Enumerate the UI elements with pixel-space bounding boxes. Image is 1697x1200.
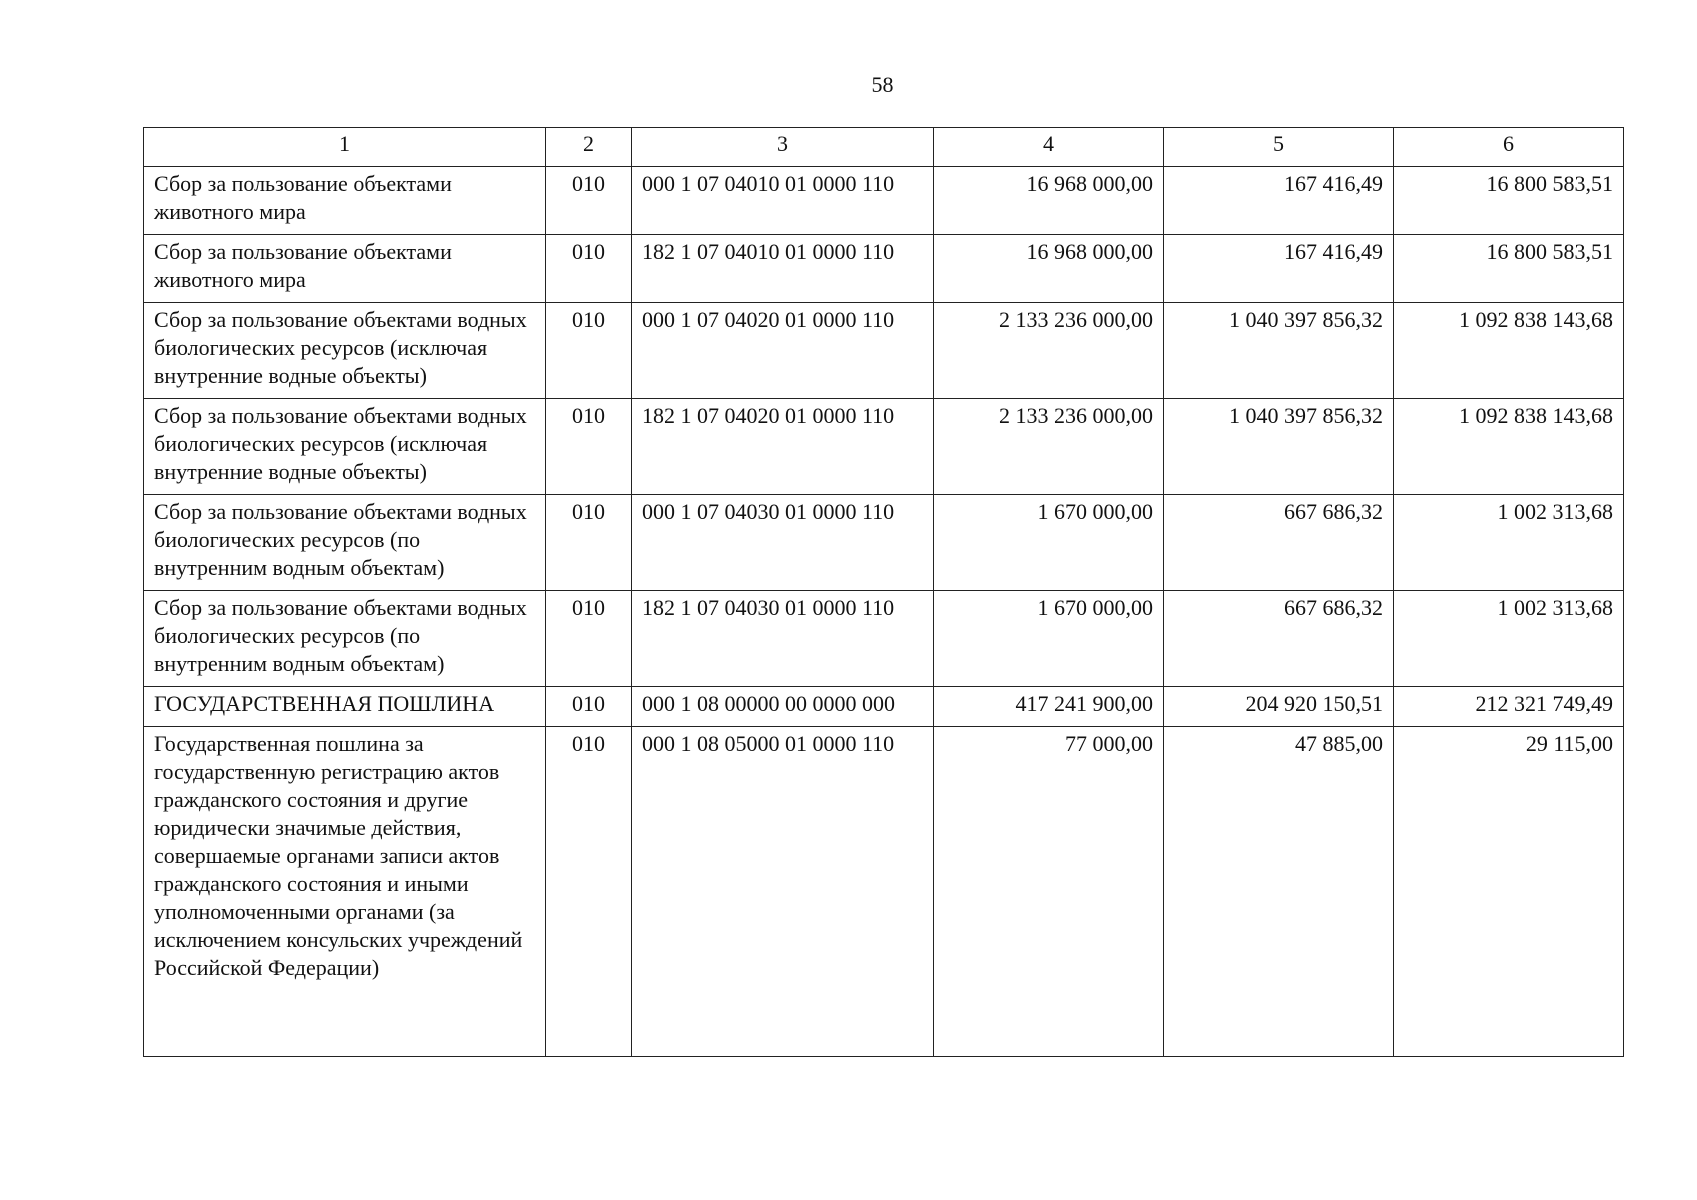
budget-code-cell: 000 1 07 04030 01 0000 110 xyxy=(632,495,934,591)
column-header-1: 1 xyxy=(144,128,546,167)
executed-amount-cell: 1 040 397 856,32 xyxy=(1164,399,1394,495)
budget-code-cell: 000 1 08 00000 00 0000 000 xyxy=(632,687,934,727)
table-row xyxy=(144,235,1624,303)
revenue-name-cell: Государственная пошлина за государственную регистрацию актов гражданского состояния и другие юридически значимые действия, совершаемые органами записи актов гражданского состояния и иными уполномоченными органами (за исключением консульских учреждений Российской Федерации) xyxy=(144,727,546,1057)
budget-code-cell: 182 1 07 04010 01 0000 110 xyxy=(632,235,934,303)
planned-amount-cell: 77 000,00 xyxy=(934,727,1164,1057)
budget-code-cell: 000 1 07 04020 01 0000 110 xyxy=(632,303,934,399)
budget-code-cell: 182 1 07 04030 01 0000 110 xyxy=(632,591,934,687)
budget-code-cell: 000 1 07 04010 01 0000 110 xyxy=(632,167,934,235)
planned-amount-cell: 16 968 000,00 xyxy=(934,235,1164,303)
column-header-4: 4 xyxy=(934,128,1164,167)
remaining-amount-cell: 29 115,00 xyxy=(1394,727,1624,1057)
revenue-name-cell: Сбор за пользование объектами животного мира xyxy=(144,167,546,235)
table-row xyxy=(144,399,1624,495)
table-row xyxy=(144,591,1624,687)
column-header-5: 5 xyxy=(1164,128,1394,167)
executed-amount-cell: 47 885,00 xyxy=(1164,727,1394,1057)
executed-amount-cell: 167 416,49 xyxy=(1164,235,1394,303)
executed-amount-cell: 667 686,32 xyxy=(1164,495,1394,591)
table-row xyxy=(144,495,1624,591)
executed-amount-cell: 204 920 150,51 xyxy=(1164,687,1394,727)
revenue-name-cell: Сбор за пользование объектами водных биологических ресурсов (исключая внутренние водные объекты) xyxy=(144,399,546,495)
planned-amount-cell: 417 241 900,00 xyxy=(934,687,1164,727)
budget-code-cell: 000 1 08 05000 01 0000 110 xyxy=(632,727,934,1057)
planned-amount-cell: 2 133 236 000,00 xyxy=(934,303,1164,399)
revenue-name-cell: Сбор за пользование объектами водных биологических ресурсов (исключая внутренние водные объекты) xyxy=(144,303,546,399)
line-code-cell: 010 xyxy=(546,167,632,235)
table-body xyxy=(144,167,1624,1057)
executed-amount-cell: 167 416,49 xyxy=(1164,167,1394,235)
column-header-2: 2 xyxy=(546,128,632,167)
remaining-amount-cell: 212 321 749,49 xyxy=(1394,687,1624,727)
budget-code-cell: 182 1 07 04020 01 0000 110 xyxy=(632,399,934,495)
line-code-cell: 010 xyxy=(546,235,632,303)
page-number: 58 xyxy=(871,72,894,97)
executed-amount-cell: 1 040 397 856,32 xyxy=(1164,303,1394,399)
remaining-amount-cell: 1 002 313,68 xyxy=(1394,591,1624,687)
table-header xyxy=(144,128,1624,167)
column-header-3: 3 xyxy=(632,128,934,167)
planned-amount-cell: 16 968 000,00 xyxy=(934,167,1164,235)
remaining-amount-cell: 1 092 838 143,68 xyxy=(1394,303,1624,399)
remaining-amount-cell: 16 800 583,51 xyxy=(1394,235,1624,303)
line-code-cell: 010 xyxy=(546,687,632,727)
revenue-table xyxy=(143,127,1624,1057)
remaining-amount-cell: 1 092 838 143,68 xyxy=(1394,399,1624,495)
column-header-6: 6 xyxy=(1394,128,1624,167)
line-code-cell: 010 xyxy=(546,303,632,399)
revenue-name-cell: Сбор за пользование объектами животного мира xyxy=(144,235,546,303)
remaining-amount-cell: 16 800 583,51 xyxy=(1394,167,1624,235)
line-code-cell: 010 xyxy=(546,495,632,591)
line-code-cell: 010 xyxy=(546,591,632,687)
revenue-name-cell: ГОСУДАРСТВЕННАЯ ПОШЛИНА xyxy=(144,687,546,727)
line-code-cell: 010 xyxy=(546,399,632,495)
revenue-name-cell: Сбор за пользование объектами водных биологических ресурсов (по внутренним водным объектам) xyxy=(144,495,546,591)
table-row xyxy=(144,687,1624,727)
line-code-cell: 010 xyxy=(546,727,632,1057)
planned-amount-cell: 2 133 236 000,00 xyxy=(934,399,1164,495)
revenue-name-cell: Сбор за пользование объектами водных биологических ресурсов (по внутренним водным объектам) xyxy=(144,591,546,687)
header-row xyxy=(144,128,1624,167)
table-row xyxy=(144,727,1624,1057)
planned-amount-cell: 1 670 000,00 xyxy=(934,495,1164,591)
table-row xyxy=(144,303,1624,399)
executed-amount-cell: 667 686,32 xyxy=(1164,591,1394,687)
planned-amount-cell: 1 670 000,00 xyxy=(934,591,1164,687)
table-row xyxy=(144,167,1624,235)
remaining-amount-cell: 1 002 313,68 xyxy=(1394,495,1624,591)
